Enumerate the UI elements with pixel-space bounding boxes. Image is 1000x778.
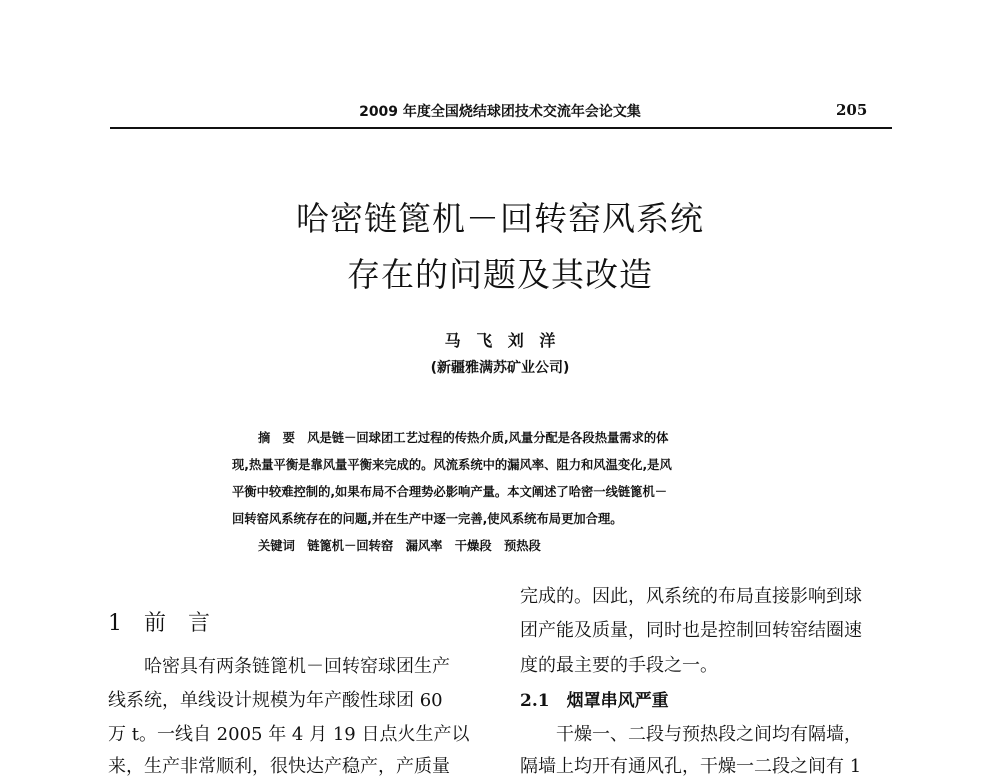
title-line-1: 哈密链篦机－回转窑风系统 xyxy=(296,199,704,238)
body-line: 哈密具有两条链篦机－回转窑球团生产 xyxy=(108,656,450,677)
body-line: 来，生产非常顺利，很快达产稳产，产质量 xyxy=(108,756,450,777)
abstract-line: 平衡中较难控制的,如果布局不合理势必影响产量。本文阐述了哈密一线链篦机－ xyxy=(232,485,668,499)
body-line: 线系统，单线设计规模为年产酸性球团 60 xyxy=(108,690,443,711)
body-line: 隔墙上均开有通风孔，干燥一二段之间有 1 xyxy=(520,756,862,777)
title-line-2: 存在的问题及其改造 xyxy=(347,255,653,294)
body-line: 干燥一、二段与预热段之间均有隔墙， xyxy=(520,724,862,745)
section-heading: 1 前 言 xyxy=(108,611,210,636)
keywords: 关键词 链篦机－回转窑 漏风率 干燥段 预热段 xyxy=(258,539,541,553)
body-line: 万 t。一线自 2005 年 4 月 19 日点火生产以 xyxy=(108,724,470,745)
page-number: 205 xyxy=(836,101,868,119)
affiliation: (新疆雅满苏矿业公司) xyxy=(430,360,570,376)
abstract-line: 摘 要 风是链－回球团工艺过程的传热介质,风量分配是各段热量需求的体 xyxy=(258,431,669,445)
authors: 马 飞 刘 洋 xyxy=(444,331,556,350)
abstract-line: 回转窑风系统存在的问题,并在生产中逐一完善,使风系统布局更加合理。 xyxy=(232,512,623,526)
subsection-heading: 2.1 烟罩串风严重 xyxy=(520,691,669,711)
header-rule xyxy=(110,127,892,129)
abstract-line: 现,热量平衡是靠风量平衡来完成的。风流系统中的漏风率、阻力和风温变化,是风 xyxy=(232,458,672,472)
body-line: 完成的。因此，风系统的布局直接影响到球 xyxy=(520,586,862,607)
body-line: 度的最主要的手段之一。 xyxy=(520,655,718,676)
body-line: 团产能及质量，同时也是控制回转窑结圈速 xyxy=(520,620,862,641)
running-header: 2009 年度全国烧结球团技术交流年会论文集 xyxy=(359,104,641,120)
